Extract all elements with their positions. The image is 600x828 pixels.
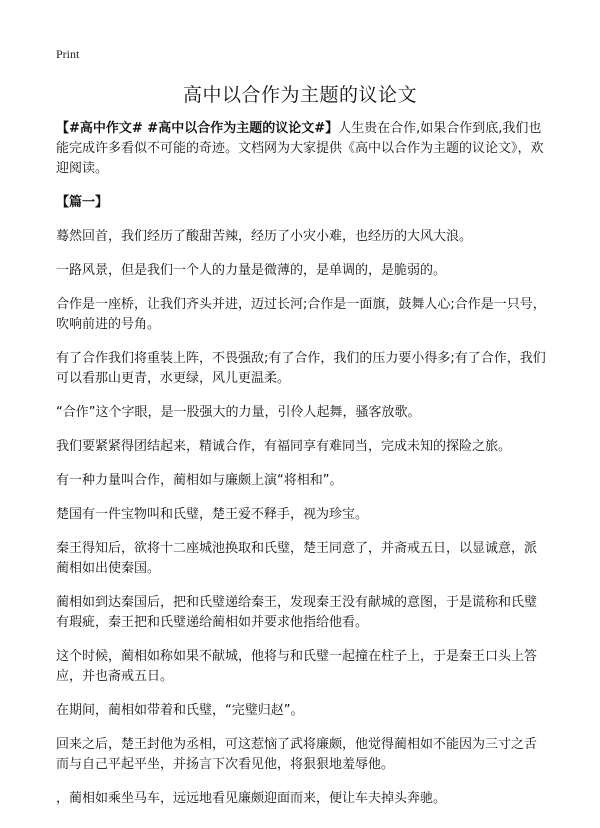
paragraph-6: 我们要紧紧得团结起来，精诚合作，有福同享有难同当，完成未知的探险之旅。 [56,439,512,454]
paragraph-13: 回来之后，楚王封他为丞相，可这惹恼了武将廉颇，他觉得蔺相如不能因为三寸之舌而与自己平起平坐，并扬言下次看见他，将狠狠地羞辱他。 [56,737,538,772]
paragraph-10: 蔺相如到达秦国后，把和氏璧递给秦王，发现秦王没有献城的意图，于是谎称和氏璧有瑕疵，秦王把和氏璧递给蔺相如并要求他指给他看。 [56,595,538,630]
paragraph-1: 蓦然回首，我们经历了酸甜苦辣，经历了小灾小难，也经历的大风大浪。 [56,229,473,244]
paragraph-14: ，蔺相如乘坐马车，远远地看见廉颇迎面而来，便让车夫掉头奔驰。 [56,791,447,806]
paragraph-7: 有一种力量叫合作，蔺相如与廉颇上演“将相和”。 [56,473,343,488]
intro-tag: 【#高中作文# #高中以合作为主题的议论文#】 [56,121,339,136]
intro-paragraph [56,119,548,179]
paragraph-3: 合作是一座桥，让我们齐头并进，迈过长河;合作是一面旗，鼓舞人心;合作是一只号，吹响前进的号角。 [56,297,546,332]
paragraph-12: 在期间，蔺相如带着和氏璧，“完璧归赵”。 [56,703,304,718]
paragraph-5: “合作”这个字眼，是一股强大的力量，引伶人起舞，骚客放歌。 [56,405,421,420]
print-link[interactable]: Print [56,47,80,61]
paragraph-4: 有了合作我们将重装上阵，不畏强敌;有了合作，我们的压力要小得多;有了合作，我们可以看那山更青，水更绿，风儿更温柔。 [56,351,546,386]
paragraph-11: 这个时候，蔺相如称如果不献城，他将与和氏璧一起撞在柱子上，于是秦王口头上答应，并也斋戒五日。 [56,649,538,684]
paragraph-9: 秦王得知后，欲将十二座城池换取和氏璧，楚王同意了，并斋戒五日，以显诚意，派蔺相如出使秦国。 [56,541,538,576]
paragraph-8: 楚国有一件宝物叫和氏璧，楚王爱不释手，视为珍宝。 [56,507,369,522]
section-heading: 【篇一】 [56,195,109,210]
intro-text: 人生贵在合作,如果合作到底,我们也能完成许多看似不可能的奇迹。文档网为大家提供《高中以合作为主题的议论文》，欢迎阅读。 [56,121,544,176]
paragraph-2: 一路风景，但是我们一个人的力量是微薄的，是单调的，是脆弱的。 [56,263,447,278]
page-title: 高中以合作为主题的议论文 [182,84,417,106]
article-body [56,119,548,823]
